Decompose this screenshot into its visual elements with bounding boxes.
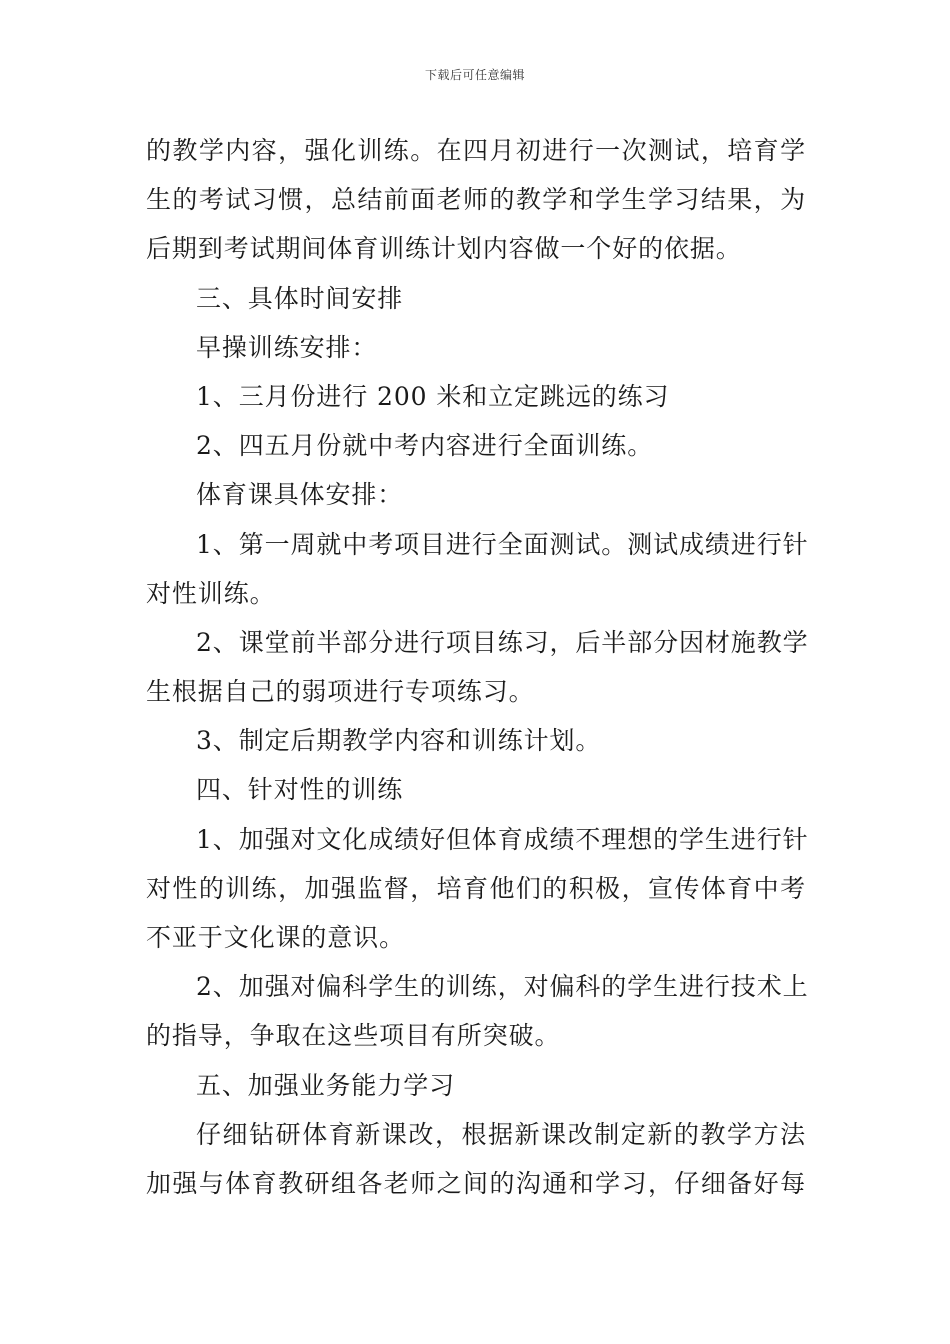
list-item: 3、制定后期教学内容和训练计划。 [196,726,602,756]
section-heading: 四、针对性的训练 [196,775,404,805]
paragraph-line: 加强与体育教研组各老师之间的沟通和学习，仔细备好每 [146,1168,806,1198]
list-item: 2、四五月份就中考内容进行全面训练。 [196,431,654,461]
subheading: 早操训练安排： [196,332,378,362]
paragraph-line: 不亚于文化课的意识。 [146,923,406,952]
section-heading: 三、具体时间安排 [196,283,404,313]
paragraph-line: 的教学内容，强化训练。在四月初进行一次测试，培育学 [146,136,806,165]
list-item: 1、第一周就中考项目进行全面测试。测试成绩进行针 [196,529,809,559]
paragraph-line: 后期到考试期间体育训练计划内容做一个好的依据。 [146,234,742,264]
paragraph-line: 生的考试习惯，总结前面老师的教学和学生学习结果，为 [146,185,806,215]
paragraph-line: 的指导，争取在这些项目有所突破。 [146,1021,561,1051]
document-body [146,126,809,1208]
list-item: 1、加强对文化成绩好但体育成绩不理想的学生进行针 [196,824,809,854]
paragraph-line: 生根据自己的弱项进行专项练习。 [146,677,535,707]
section-heading: 五、加强业务能力学习 [196,1070,456,1100]
paragraph-line: 对性的训练，加强监督，培育他们的积极，宣传体育中考 [146,873,806,903]
list-item: 2、课堂前半部分进行项目练习，后半部分因材施教学 [196,627,809,657]
subheading: 体育课具体安排： [196,480,404,510]
page-header: 下载后可任意编辑 [424,68,525,82]
paragraph-line: 仔细钻研体育新课改，根据新课改制定新的教学方法 [196,1119,806,1149]
list-item: 1、三月份进行 200 米和立定跳远的练习 [196,381,670,411]
paragraph-line: 对性训练。 [146,578,276,608]
list-item: 2、加强对偏科学生的训练，对偏科的学生进行技术上 [196,972,809,1002]
